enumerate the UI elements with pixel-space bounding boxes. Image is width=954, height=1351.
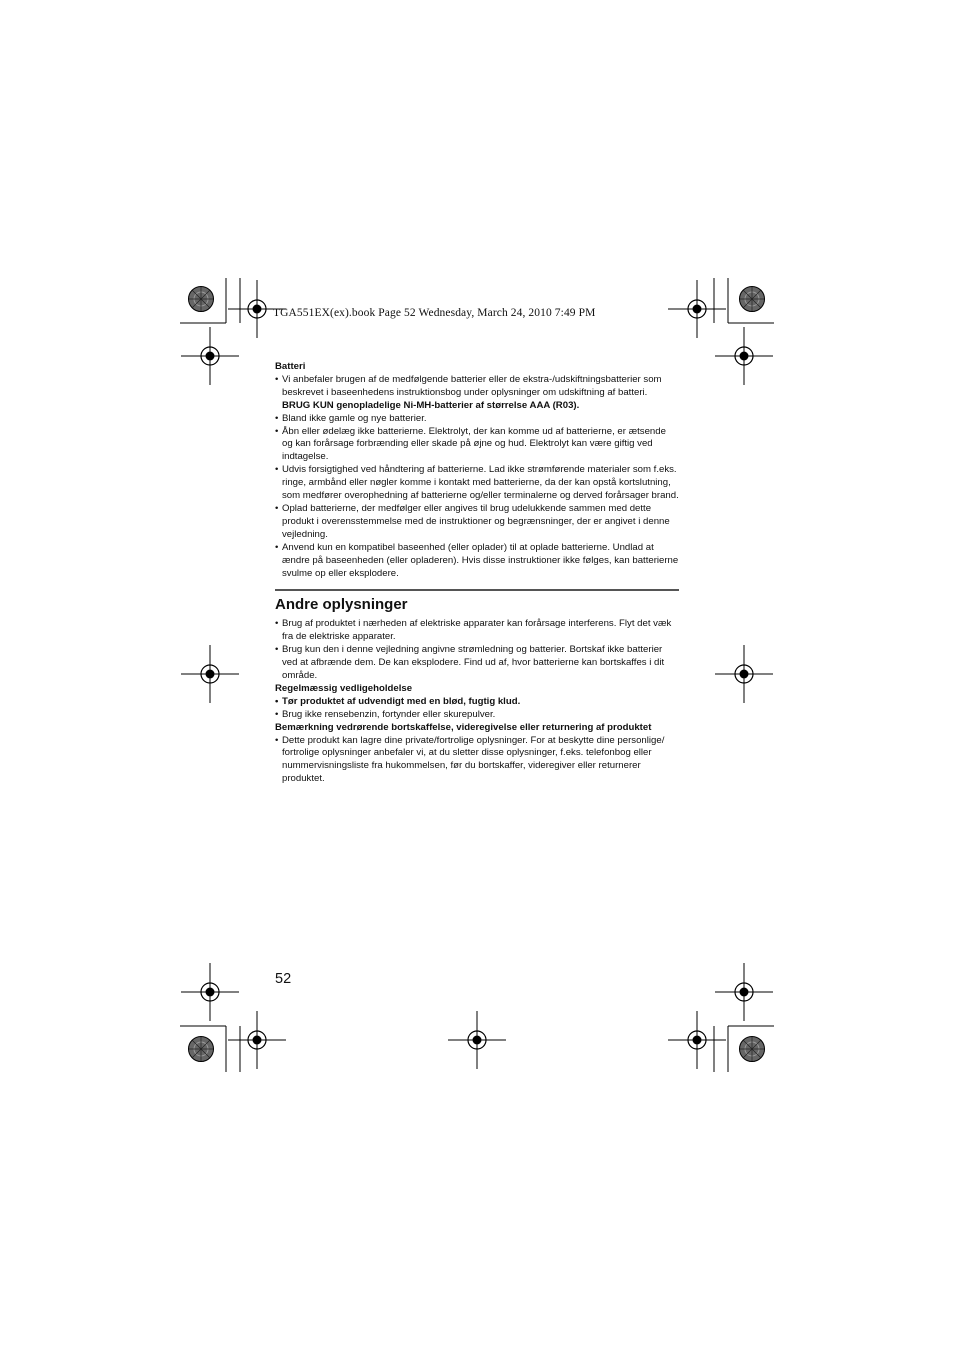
section-heading: Andre oplysninger [275,596,408,614]
list-item: • Dette produkt kan lagre dine private/fortrolige oplysninger. For at beskytte dine personlige/ fortrolige oplysninger anbefaler vi, at du sletter disse oplysninger, f.eks. telefonbog eller nummervisningsliste fra hukommelsen, før du bortskaffer, videregiver eller returnerer produktet. [275,735,679,787]
registration-crosshair-icon [715,645,773,703]
registration-crosshair-icon [181,963,239,1021]
list-item: • Udvis forsigtighed ved håndtering af batterierne. Lad ikke strømførende materialer som f.eks. ringe, armbånd eller nøgler komme i kontakt med batterierne, da der kan opstå kortslutning, som medfører overophedning af batterierne og/eller terminalerne og derved forårsager brand. [275,464,679,503]
disposal-title: Bemærkning vedrørende bortskaffelse, videregivelse eller returnering af produktet [275,721,652,733]
list-item: • Anvend kun en kompatibel baseenhed (eller oplader) til at oplade batterierne. Undlad at ændre på baseenheden (eller opladeren). Hvis disse instruktioner ikke følges, kan batterierne svulme op eller eksplodere. [275,542,679,581]
book-file-header: TGA551EX(ex).book Page 52 Wednesday, March 24, 2010 7:49 PM [273,307,596,319]
page-number: 52 [275,971,292,987]
battery-title: Batteri [275,361,306,372]
page-content [275,361,679,786]
list-item: • Åbn eller ødelæg ikke batterierne. Elektrolyt, der kan komme ud af batterierne, er ætsende og kan forårsage forbrænding eller skade på øjne og hud. Elektrolyt kan være giftig ved indtagelse. [275,426,679,465]
registration-crosshair-icon [181,327,239,385]
color-target-icon [740,287,765,312]
battery-warning: BRUG KUN genopladelige Ni-MH-batterier af størrelse AAA (R03). [282,399,580,411]
list-item: • Oplad batterierne, der medfølger eller angives til brug udelukkende sammen med dette produkt i overensstemmelse med de instruktioner og begrænsninger, der er angivet i denne vejledning. [275,503,679,542]
registration-crosshair-icon [715,963,773,1021]
other-list [275,618,679,683]
maintenance-title: Regelmæssig vedligeholdelse [275,682,413,694]
maintenance-list [275,696,679,722]
color-target-icon [189,1037,214,1062]
battery-list [275,374,679,581]
registration-crosshair-icon [228,1011,286,1069]
list-item: • Brug ikke rensebenzin, fortynder eller skurepulver. [275,709,679,722]
section-divider [275,589,679,591]
list-item: • Tør produktet af udvendigt med en blød, fugtig klud. [275,696,679,709]
color-target-icon [189,287,214,312]
list-item: • Brug kun den i denne vejledning angivne strømledning og batterier. Bortskaf ikke batterier ved at afbrænde dem. De kan eksplodere. Find ud af, hvor batterierne kan bortskaffes i dit område. [275,644,679,683]
list-item: • Vi anbefaler brugen af de medfølgende batterier eller de ekstra-/udskiftningsbatterier som beskrevet i baseenhedens instruktionsbog under oplysninger om udskiftning af batteri. BRUG KUN genopladelige Ni-MH-batterier af størrelse AAA (R03). [275,374,679,413]
list-item: • Bland ikke gamle og nye batterier. [275,413,679,426]
disposal-list [275,735,679,787]
registration-crosshair-icon [668,280,726,338]
registration-crosshair-icon [668,1011,726,1069]
registration-crosshair-icon [448,1011,506,1069]
list-item: • Brug af produktet i nærheden af elektriske apparater kan forårsage interferens. Flyt det væk fra de elektriske apparater. [275,618,679,644]
registration-crosshair-icon [715,327,773,385]
color-target-icon [740,1037,765,1062]
registration-crosshair-icon [181,645,239,703]
